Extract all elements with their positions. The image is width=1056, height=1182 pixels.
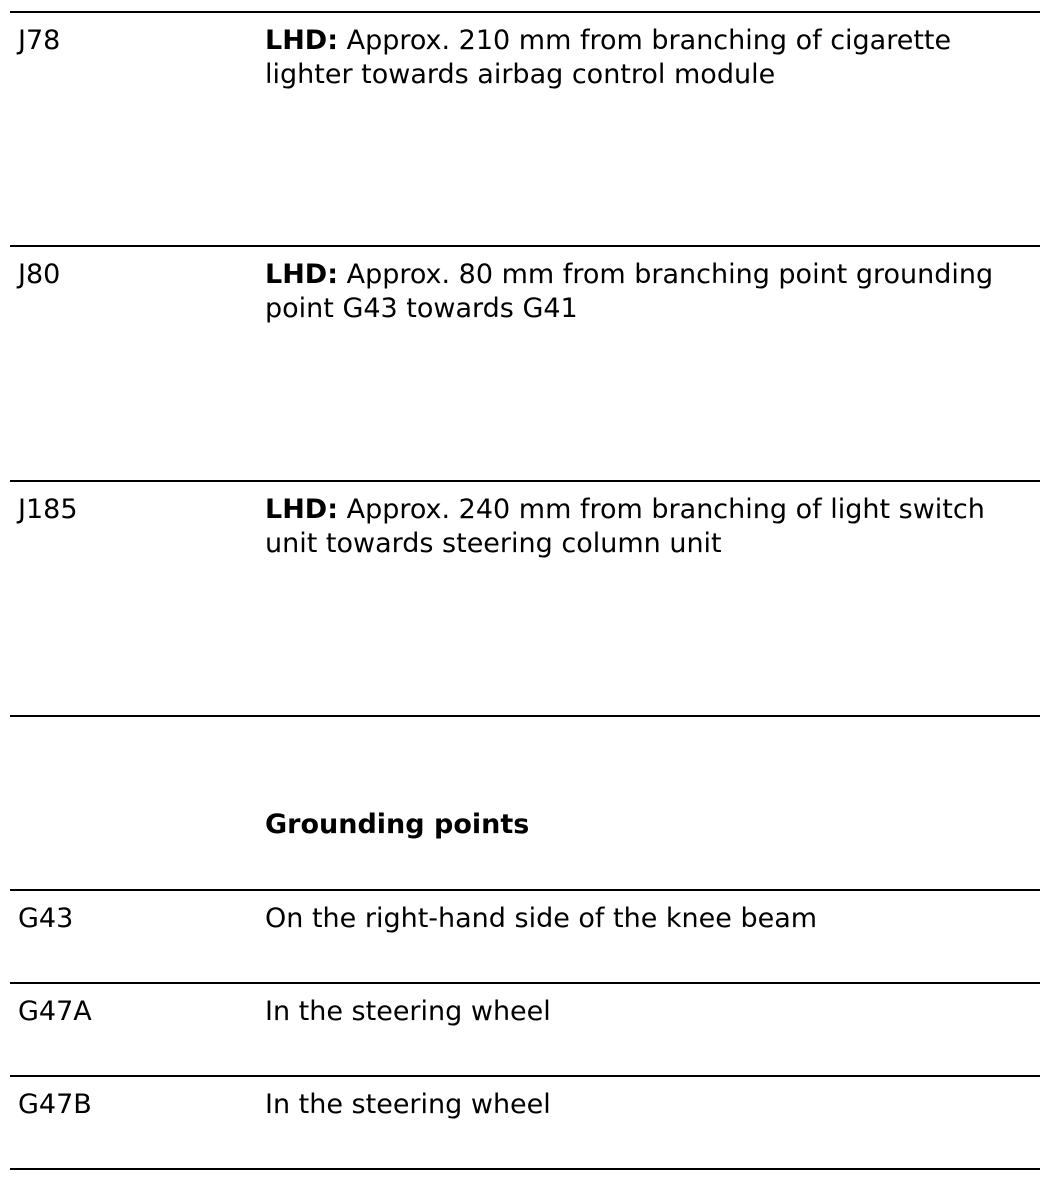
connector-code: J185 [18, 494, 78, 525]
grounding-description: On the right-hand side of the knee beam [265, 903, 818, 934]
grounding-code: G43 [18, 903, 74, 934]
rule [10, 245, 1040, 247]
rule [10, 1075, 1040, 1077]
connector-description [265, 258, 1040, 326]
rule [10, 1168, 1040, 1170]
rule [10, 480, 1040, 482]
section-heading: Grounding points [265, 809, 530, 840]
grounding-description: In the steering wheel [265, 996, 551, 1027]
rule [10, 889, 1040, 891]
connector-text: Approx. 240 mm from branching of light switch unit towards steering column unit [265, 494, 985, 559]
connector-prefix: LHD: [265, 494, 339, 525]
connector-code: J78 [18, 25, 61, 56]
rule [10, 982, 1040, 984]
connector-text: Approx. 80 mm from branching point grounding point G43 towards G41 [265, 259, 994, 324]
grounding-description: In the steering wheel [265, 1089, 551, 1120]
connector-code: J80 [18, 259, 61, 290]
rule [10, 715, 1040, 717]
grounding-code: G47B [18, 1089, 92, 1120]
connector-prefix: LHD: [265, 25, 339, 56]
grounding-code: G47A [18, 996, 92, 1027]
connector-description [265, 24, 1040, 92]
rule [10, 11, 1040, 13]
connector-description [265, 493, 1040, 561]
connector-prefix: LHD: [265, 259, 339, 290]
connector-text: Approx. 210 mm from branching of cigarette lighter towards airbag control module [265, 25, 952, 90]
